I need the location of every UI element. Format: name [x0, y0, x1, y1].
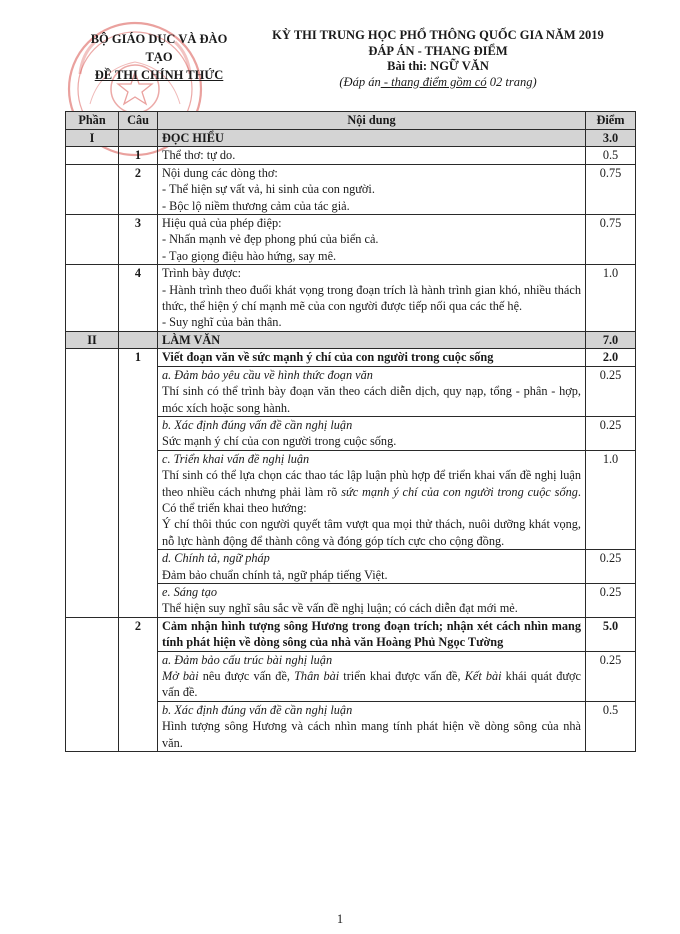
section-row-writing	[66, 331, 636, 348]
points-value: 1.0	[586, 265, 636, 332]
ministry-block	[84, 30, 234, 84]
points-value: 0.75	[586, 215, 636, 265]
question-number: 1	[119, 349, 158, 618]
answer-text: Thể thơ: tự do.	[158, 147, 586, 164]
page-count-note: (Đáp án - thang điểm gồm có 02 trang)	[339, 74, 537, 89]
table-header-row	[66, 112, 636, 130]
points-value: 0.25	[586, 651, 636, 701]
col-header-content: Nội dung	[158, 112, 586, 130]
points-value: 1.0	[586, 450, 636, 549]
official-exam-label: ĐỀ THI CHÍNH THỨC	[94, 68, 224, 82]
section-row-reading	[66, 130, 636, 147]
points-value: 2.0	[586, 349, 636, 366]
page-number: 1	[336, 912, 344, 926]
criterion-text: d. Chính tả, ngữ pháp Đảm bảo chuẩn chính tả, ngữ pháp tiếng Việt.	[158, 550, 586, 584]
subject-label: Bài thi: NGỮ VĂN	[387, 59, 489, 73]
question-title: Viết đoạn văn về sức mạnh ý chí của con người trong cuộc sống	[158, 349, 586, 366]
points-value: 0.25	[586, 583, 636, 617]
criterion-text: c. Triển khai vấn đề nghị luận Thí sinh có thể lựa chọn các thao tác lập luận phù hợp để triển khai vấn đề nghị luận theo nhiều cách nhưng phải làm rõ sức mạnh ý chí của con người trong cuộc sống. Có thể triển khai theo hướng: Ý chí thôi thúc con người quyết tâm vượt qua mọi thử thách, nuôi dưỡng khát vọng, nỗ lực hành động để thành công và đóng góp tích cực cho cộng đồng.	[158, 450, 586, 549]
section-title: ĐỌC HIỂU	[158, 130, 586, 147]
table-row	[66, 617, 636, 651]
question-number: 2	[119, 164, 158, 214]
criterion-text: a. Đảm bảo cấu trúc bài nghị luận Mở bài nêu được vấn đề, Thân bài triển khai được vấn đề, Kết bài khái quát được vấn đề.	[158, 651, 586, 701]
ministry-name: BỘ GIÁO DỤC VÀ ĐÀO TẠO	[90, 32, 228, 64]
section-points: 7.0	[586, 331, 636, 348]
question-number: 3	[119, 215, 158, 265]
answer-text: Trình bày được: - Hành trình theo đuổi khát vọng trong đoạn trích là hành trình gian khó, nhiều thách thức, thể hiện ý chí mạnh mẽ của con người được tiếp nối qua các thế hệ. - Suy nghĩ của bản thân.	[158, 265, 586, 332]
table-row	[66, 164, 636, 214]
part-number: I	[66, 130, 119, 147]
part-number: II	[66, 331, 119, 348]
table-row	[66, 147, 636, 164]
answer-key-table	[65, 111, 636, 752]
table-row	[66, 265, 636, 332]
criterion-text: b. Xác định đúng vấn đề cần nghị luận Sức mạnh ý chí của con người trong cuộc sống.	[158, 416, 586, 450]
table-row	[66, 349, 636, 366]
section-title: LÀM VĂN	[158, 331, 586, 348]
points-value: 0.75	[586, 164, 636, 214]
col-header-question: Câu	[119, 112, 158, 130]
exam-name: KỲ THI TRUNG HỌC PHỔ THÔNG QUỐC GIA NĂM 2019	[272, 28, 604, 42]
points-value: 0.25	[586, 550, 636, 584]
points-value: 5.0	[586, 617, 636, 651]
exam-title-block	[262, 28, 614, 90]
col-header-points: Điểm	[586, 112, 636, 130]
criterion-text: a. Đảm bảo yêu cầu về hình thức đoạn văn Thí sinh có thể trình bày đoạn văn theo cách diễn dịch, quy nạp, tổng - phân - hợp, móc xích hoặc song hành.	[158, 366, 586, 416]
question-number: 4	[119, 265, 158, 332]
col-header-part: Phần	[66, 112, 119, 130]
question-title: Cảm nhận hình tượng sông Hương trong đoạn trích; nhận xét cách nhìn mang tính phát hiện về dòng sông của nhà văn Hoàng Phủ Ngọc Tường	[158, 617, 586, 651]
table-row	[66, 215, 636, 265]
document-title: ĐÁP ÁN - THANG ĐIỂM	[368, 43, 508, 58]
criterion-text: e. Sáng tạo Thể hiện suy nghĩ sâu sắc về vấn đề nghị luận; có cách diễn đạt mới mẻ.	[158, 583, 586, 617]
answer-text: Hiệu quả của phép điệp: - Nhấn mạnh vẻ đẹp phong phú của biển cả. - Tạo giọng điệu hào hứng, say mê.	[158, 215, 586, 265]
section-points: 3.0	[586, 130, 636, 147]
points-value: 0.25	[586, 366, 636, 416]
answer-text: Nội dung các dòng thơ: - Thể hiện sự vất vả, hi sinh của con người. - Bộc lộ niềm thương cảm của tác giả.	[158, 164, 586, 214]
question-number: 1	[119, 147, 158, 164]
points-value: 0.5	[586, 147, 636, 164]
points-value: 0.5	[586, 701, 636, 751]
question-number: 2	[119, 617, 158, 751]
criterion-text: b. Xác định đúng vấn đề cần nghị luận Hình tượng sông Hương và cách nhìn mang tính phát hiện về dòng sông của nhà văn.	[158, 701, 586, 751]
points-value: 0.25	[586, 416, 636, 450]
